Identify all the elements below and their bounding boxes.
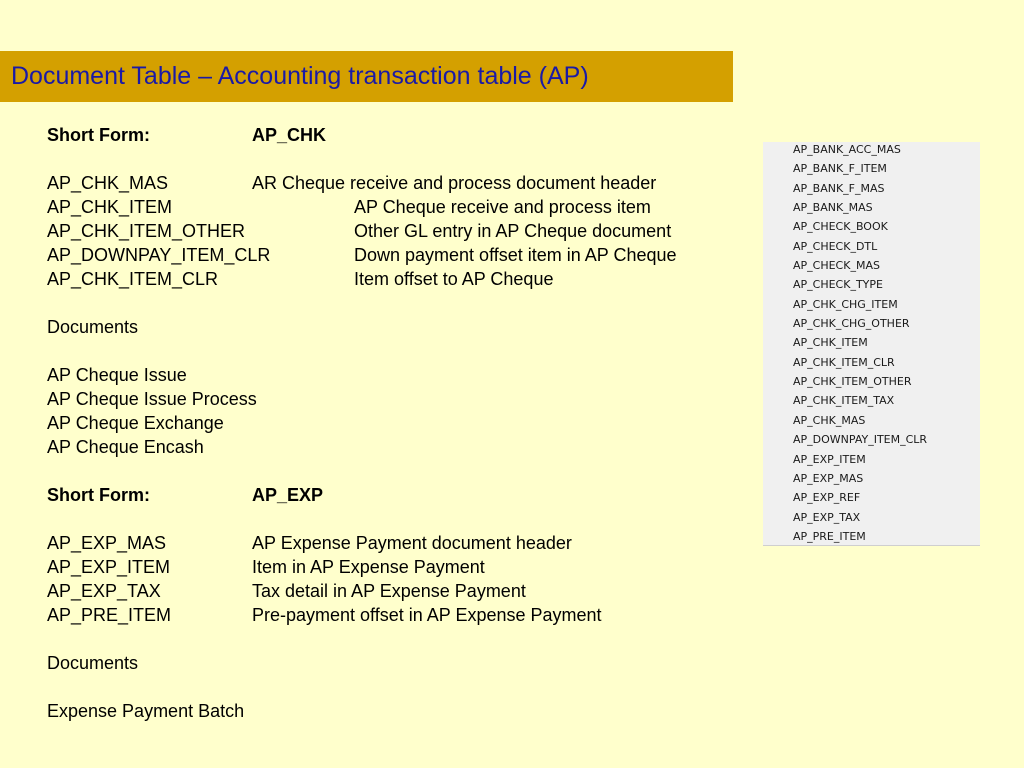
table-name: AP_EXP_MAS bbox=[47, 533, 167, 553]
table-row bbox=[47, 603, 602, 627]
page-title: Document Table – Accounting transaction table (AP) bbox=[11, 62, 589, 90]
table-row bbox=[47, 555, 485, 579]
table-row bbox=[47, 195, 651, 219]
table-desc: AR Cheque receive and process document header bbox=[252, 173, 657, 193]
table-list-item[interactable]: AP_CHECK_MAS bbox=[793, 259, 880, 273]
short-form-value: AP_CHK bbox=[252, 125, 327, 145]
table-list-item[interactable]: AP_CHK_ITEM_OTHER bbox=[793, 375, 912, 389]
content-body bbox=[47, 123, 677, 723]
table-desc: Other GL entry in AP Cheque document bbox=[354, 221, 672, 241]
document-item: AP Cheque Issue Process bbox=[47, 389, 257, 409]
table-desc: Down payment offset item in AP Cheque bbox=[354, 245, 677, 265]
table-list-item[interactable]: AP_CHECK_DTL bbox=[793, 239, 878, 253]
table-desc: Tax detail in AP Expense Payment bbox=[252, 581, 526, 601]
exp-short-form bbox=[47, 483, 324, 507]
spacer bbox=[47, 459, 270, 483]
short-form-label: Short Form: bbox=[47, 125, 150, 145]
title-bar bbox=[0, 51, 733, 102]
table-list-item[interactable]: AP_BANK_ACC_MAS bbox=[793, 143, 901, 156]
document-item: AP Cheque Exchange bbox=[47, 413, 224, 433]
table-list-item[interactable]: AP_CHECK_BOOK bbox=[793, 220, 888, 234]
short-form-label: Short Form: bbox=[47, 485, 150, 505]
table-desc: AP Cheque receive and process item bbox=[354, 197, 651, 217]
spacer bbox=[47, 675, 270, 699]
table-list-item[interactable]: AP_BANK_F_ITEM bbox=[793, 162, 887, 176]
table-row bbox=[47, 243, 677, 267]
table-row bbox=[47, 171, 657, 195]
spacer bbox=[47, 627, 270, 651]
documents-heading: Documents bbox=[47, 653, 139, 673]
table-list-item[interactable]: AP_CHK_CHG_OTHER bbox=[793, 317, 910, 331]
table-list-item[interactable]: AP_DOWNPAY_ITEM_CLR bbox=[793, 433, 928, 447]
table-list-item[interactable]: AP_PRE_ITEM bbox=[793, 529, 866, 543]
table-name: AP_CHK_ITEM_CLR bbox=[47, 269, 219, 289]
chk-short-form bbox=[47, 123, 327, 147]
table-name: AP_EXP_ITEM bbox=[47, 557, 171, 577]
table-name: AP_CHK_ITEM_OTHER bbox=[47, 221, 246, 241]
table-list-item[interactable]: AP_EXP_REF bbox=[793, 491, 861, 505]
documents-heading: Documents bbox=[47, 317, 139, 337]
document-item: AP Cheque Encash bbox=[47, 437, 204, 457]
document-item: Expense Payment Batch bbox=[47, 701, 245, 721]
table-list-panel bbox=[763, 142, 980, 546]
spacer bbox=[47, 339, 270, 363]
table-list-item[interactable]: AP_EXP_TAX bbox=[793, 510, 861, 524]
table-name: AP_EXP_TAX bbox=[47, 581, 161, 601]
short-form-value: AP_EXP bbox=[252, 485, 324, 505]
table-desc: Pre-payment offset in AP Expense Payment bbox=[252, 605, 602, 625]
table-list-item[interactable]: AP_CHK_ITEM_TAX bbox=[793, 394, 895, 408]
table-row bbox=[47, 531, 572, 555]
table-list-item[interactable]: AP_CHK_MAS bbox=[793, 413, 866, 427]
table-list-item[interactable]: AP_CHK_ITEM bbox=[793, 336, 868, 350]
table-list-item[interactable]: AP_CHECK_TYPE bbox=[793, 278, 883, 292]
document-item: AP Cheque Issue bbox=[47, 365, 187, 385]
table-name: AP_CHK_ITEM bbox=[47, 197, 173, 217]
table-name: AP_DOWNPAY_ITEM_CLR bbox=[47, 245, 271, 265]
table-row bbox=[47, 219, 672, 243]
table-list-item[interactable]: AP_BANK_F_MAS bbox=[793, 181, 885, 195]
spacer bbox=[47, 291, 270, 315]
table-row bbox=[47, 267, 554, 291]
table-list-item[interactable]: AP_CHK_ITEM_CLR bbox=[793, 355, 895, 369]
table-name: AP_CHK_MAS bbox=[47, 173, 169, 193]
table-row bbox=[47, 579, 526, 603]
spacer bbox=[47, 147, 270, 171]
table-desc: Item in AP Expense Payment bbox=[252, 557, 485, 577]
table-list-item[interactable]: AP_BANK_MAS bbox=[793, 201, 873, 215]
table-desc: Item offset to AP Cheque bbox=[354, 269, 554, 289]
table-name: AP_PRE_ITEM bbox=[47, 605, 172, 625]
spacer bbox=[47, 507, 270, 531]
table-list-item[interactable]: AP_EXP_MAS bbox=[793, 471, 864, 485]
table-desc: AP Expense Payment document header bbox=[252, 533, 572, 553]
table-list-item[interactable]: AP_EXP_ITEM bbox=[793, 452, 866, 466]
table-list-item[interactable]: AP_CHK_CHG_ITEM bbox=[793, 297, 898, 311]
